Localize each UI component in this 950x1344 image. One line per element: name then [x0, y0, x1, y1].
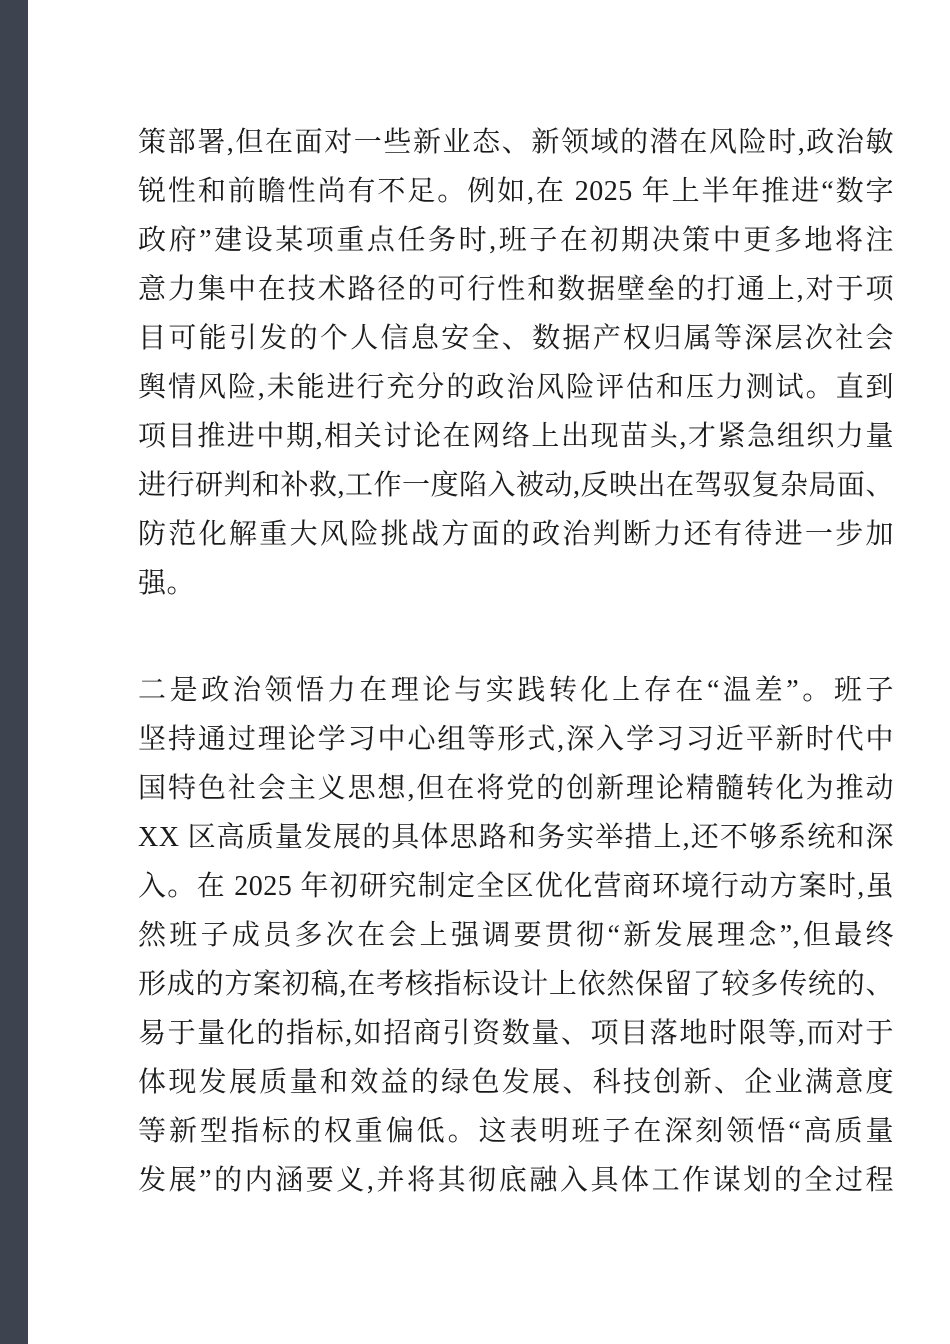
text-line: 强。 [138, 568, 196, 599]
text-line: 意力集中在技术路径的可行性和数据壁垒的打通上,对于项 [138, 274, 895, 305]
text-line: 政府”建设某项重点任务时,班子在初期决策中更多地将注 [138, 225, 895, 256]
text-line: XX 区高质量发展的具体思路和务实举措上,还不够系统和深 [138, 822, 895, 853]
text-line: 目可能引发的个人信息安全、数据产权归属等深层次社会 [138, 323, 895, 354]
text-line: 形成的方案初稿,在考核指标设计上依然保留了较多传统的、 [138, 969, 895, 1000]
text-line: 坚持通过理论学习中心组等形式,深入学习习近平新时代中 [138, 724, 895, 755]
text-line: 等新型指标的权重偏低。这表明班子在深刻领悟“高质量 [138, 1116, 895, 1147]
text-line: 项目推进中期,相关讨论在网络上出现苗头,才紧急组织力量 [138, 421, 895, 452]
text-line: 然班子成员多次在会上强调要贯彻“新发展理念”,但最终 [138, 920, 895, 951]
text-line: 入。在 2025 年初研究制定全区优化营商环境行动方案时,虽 [138, 871, 895, 902]
text-line: 舆情风险,未能进行充分的政治风险评估和压力测试。直到 [138, 372, 895, 403]
paragraph-risk-judgement [138, 118, 894, 608]
text-line: 国特色社会主义思想,但在将党的创新理论精髓转化为推动 [138, 773, 895, 804]
paragraph-political-comprehension [138, 666, 894, 1205]
page-content [28, 0, 950, 1344]
text-line: 二是政治领悟力在理论与实践转化上存在“温差”。班子 [138, 675, 895, 706]
text-line: 体现发展质量和效益的绿色发展、科技创新、企业满意度 [138, 1067, 895, 1098]
text-line: 防范化解重大风险挑战方面的政治判断力还有待进一步加 [138, 519, 895, 550]
text-line: 发展”的内涵要义,并将其彻底融入具体工作谋划的全过程 [138, 1165, 895, 1196]
text-line: 进行研判和补救,工作一度陷入被动,反映出在驾驭复杂局面、 [138, 470, 895, 501]
window-edge-strip [0, 0, 28, 1344]
text-line: 锐性和前瞻性尚有不足。例如,在 2025 年上半年推进“数字 [138, 176, 895, 207]
text-line: 易于量化的指标,如招商引资数量、项目落地时限等,而对于 [138, 1018, 895, 1049]
text-line: 策部署,但在面对一些新业态、新领域的潜在风险时,政治敏 [138, 127, 895, 158]
